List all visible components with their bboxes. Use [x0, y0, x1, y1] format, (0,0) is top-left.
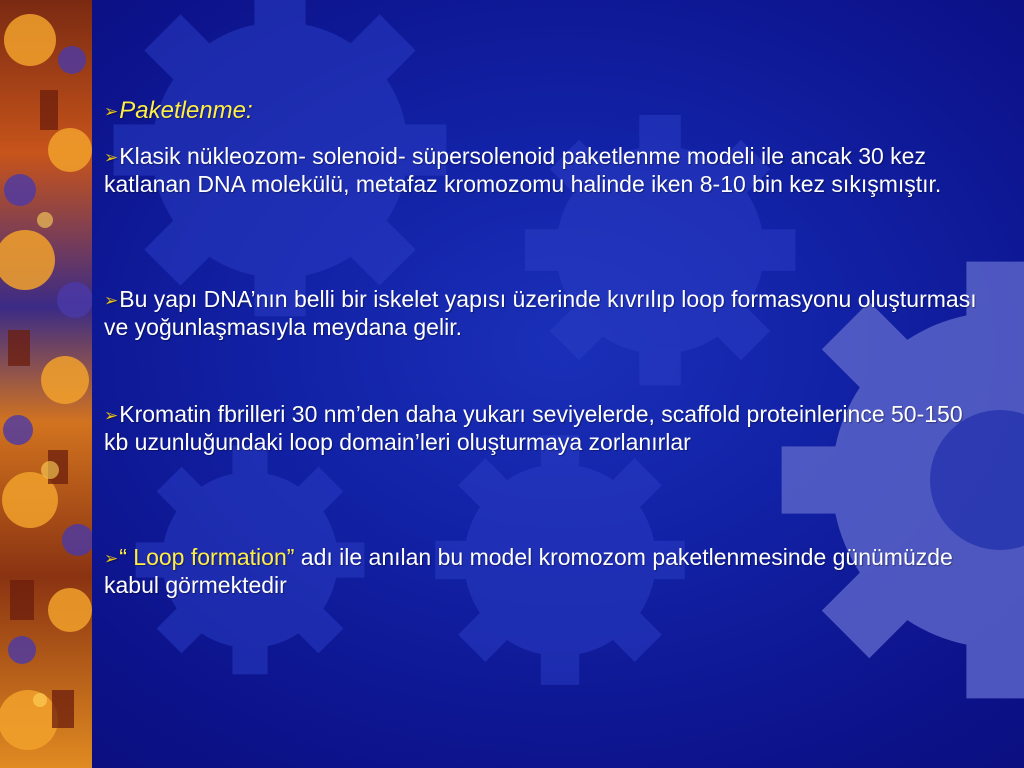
decorative-side-strip: [0, 0, 92, 768]
bullet-text: Klasik nükleozom- solenoid- süpersolenoid paketlenme modeli ile ancak 30 kez katlanan DNA molekülü, metafaz kromozomu halinde iken 8-10 bin kez sıkışmıştır.: [104, 143, 942, 197]
bullet-text: adı ile anılan bu model kromozom paketlenmesinde günümüzde kabul görmektedir: [104, 544, 953, 598]
bullet-arrow-icon: ➢: [104, 102, 119, 121]
bullet-item: [104, 143, 984, 198]
bullet-arrow-icon: ➢: [104, 148, 119, 167]
highlighted-term: “ Loop formation”: [119, 544, 295, 570]
bullet-text: Kromatin fbrilleri 30 nm’den daha yukarı seviyelerde, scaffold proteinlerince 50-150 kb uzunluğundaki loop domain’leri oluşturmaya zorlanırlar: [104, 401, 963, 455]
bullet-arrow-icon: ➢: [104, 291, 119, 310]
bullet-text: Bu yapı DNA’nın belli bir iskelet yapısı üzerinde kıvrılıp loop formasyonu oluşturması ve yoğunlaşmasıyla meydana gelir.: [104, 286, 977, 340]
slide-heading: Paketlenme:: [119, 97, 253, 124]
bullet-item: [104, 544, 984, 599]
bullet-item: [104, 286, 984, 341]
heading-line: [104, 97, 984, 125]
bullet-arrow-icon: ➢: [104, 406, 119, 425]
bullet-arrow-icon: ➢: [104, 549, 119, 568]
bullet-item: [104, 401, 984, 456]
decorative-gears-image: [0, 0, 92, 768]
